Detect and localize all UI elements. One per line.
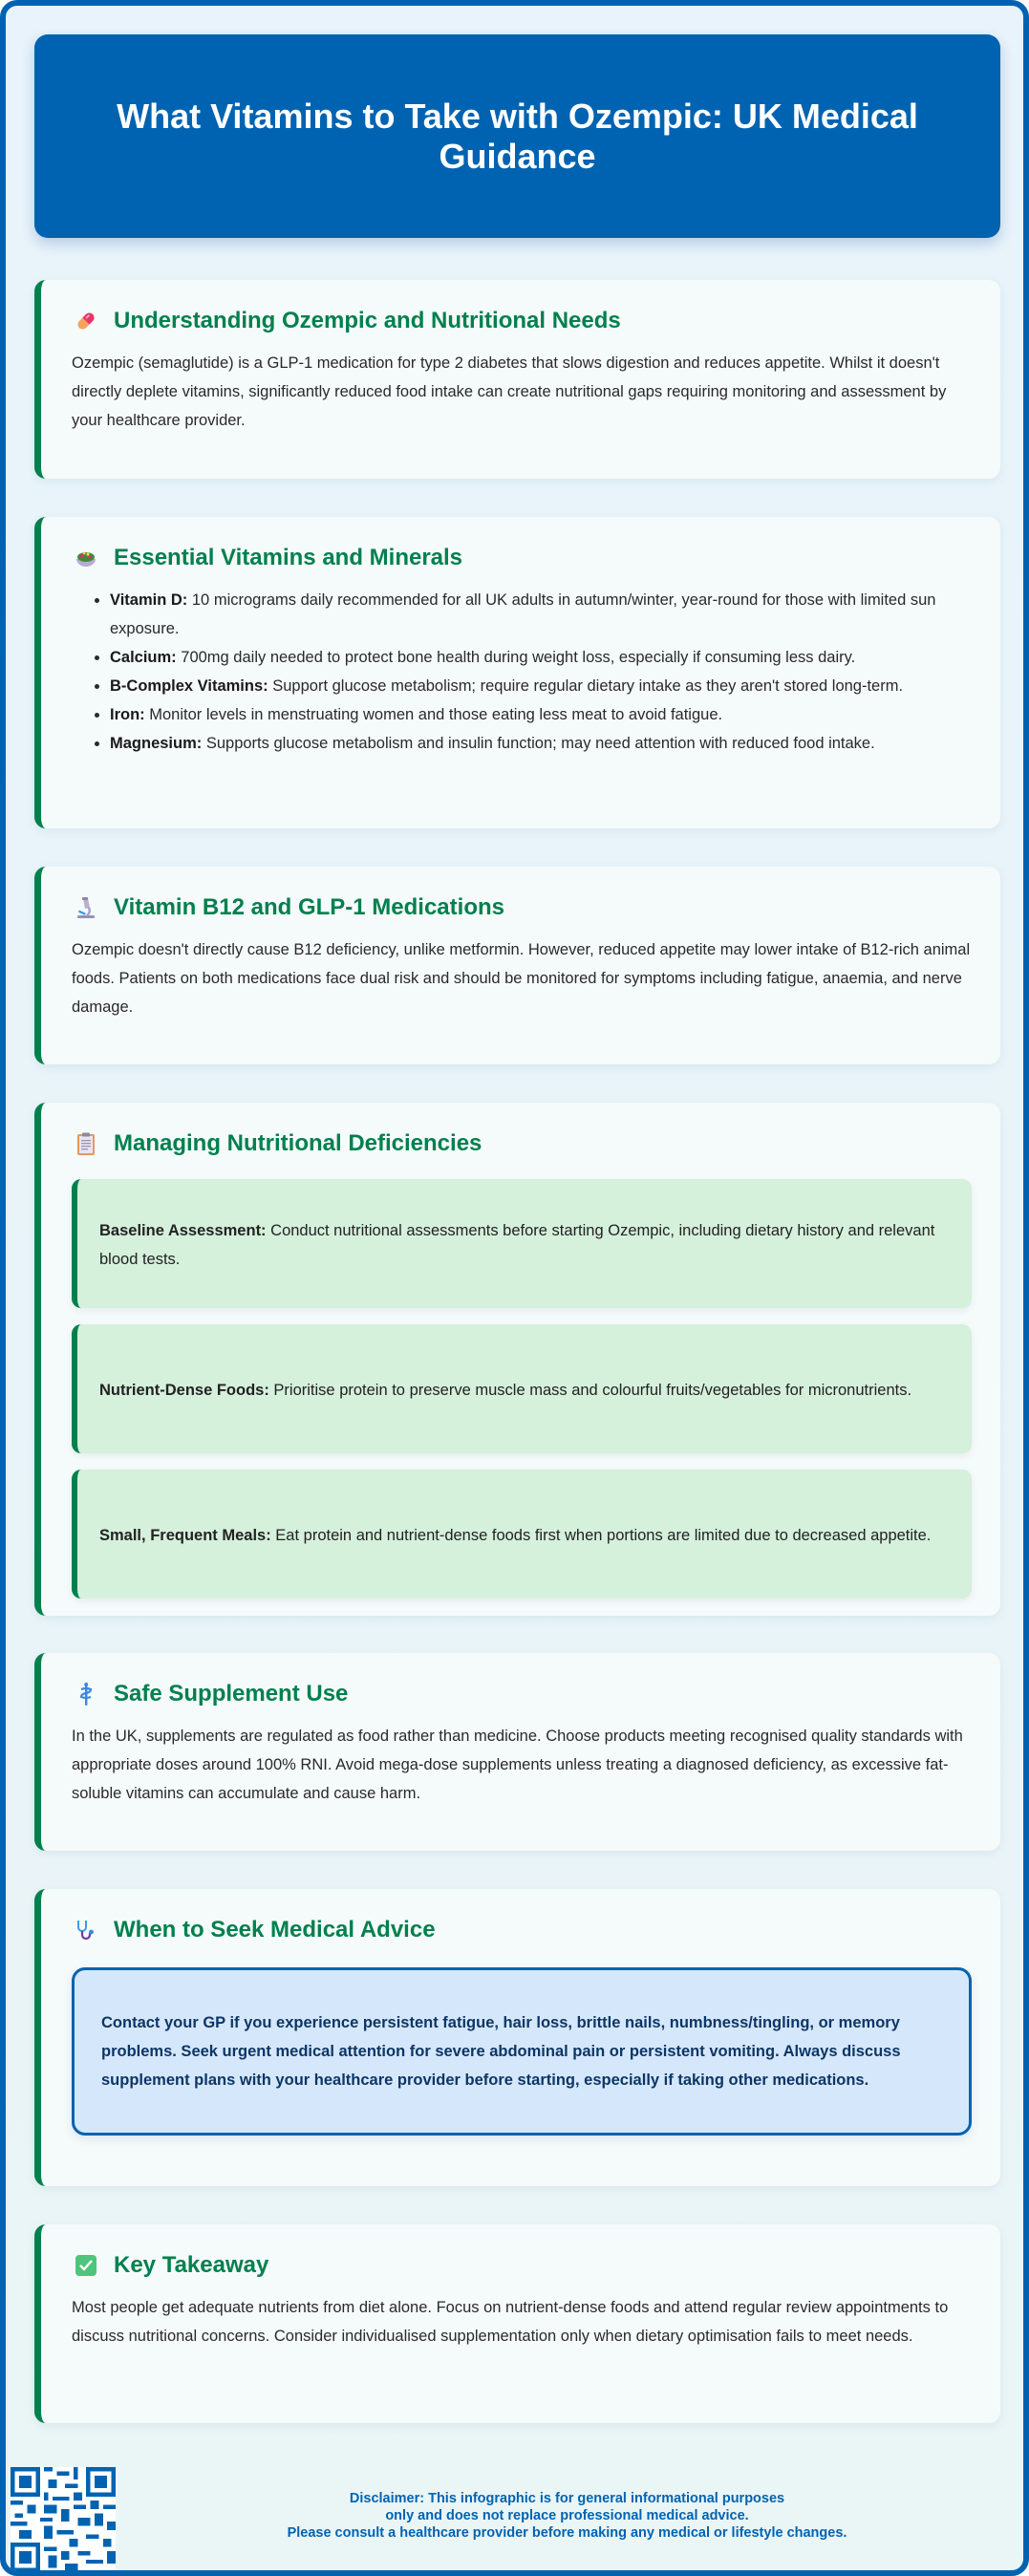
section-understanding <box>34 280 1000 479</box>
clipboard-icon <box>72 1129 100 1158</box>
section-title: When to Seek Medical Advice <box>114 1917 436 1943</box>
gp-alert-box <box>72 1967 972 2136</box>
disclaimer-label: Disclaimer: <box>349 2491 425 2506</box>
page-title: What Vitamins to Take with Ozempic: UK Medical Guidance <box>117 96 918 176</box>
list-item-magnesium <box>110 729 972 758</box>
strategy-label: Nutrient-Dense Foods: <box>99 1381 269 1399</box>
item-text: Supports glucose metabolism and insulin function; may need attention with reduced food intake. <box>202 735 875 752</box>
item-label: Vitamin D: <box>110 591 188 609</box>
strategy-label: Baseline Assessment: <box>99 1221 267 1239</box>
disclaimer-line-1: This infographic is for general informational purposes <box>424 2491 785 2506</box>
footer <box>6 2461 1023 2576</box>
stethoscope-icon <box>72 1916 100 1944</box>
item-label: B-Complex Vitamins: <box>110 677 268 695</box>
alert-text: Contact your GP if you experience persistent fatigue, hair loss, brittle nails, numbness/tingling, or memory problems. Seek urgent medical attention for severe abdominal pain or persistent vomiting. Always discuss supplement plans with your healthcare provider before starting, especially if taking other medications. <box>101 2014 901 2089</box>
list-item-vitamin-d <box>110 586 972 643</box>
section-body: Ozempic (semaglutide) is a GLP-1 medication for type 2 diabetes that slows digestion and reduces appetite. Whilst it doesn't directly deplete vitamins, significantly reduced food intake can create nutritional gaps requiring monitoring and assessment by your healthcare provider. <box>72 354 947 429</box>
item-label: Iron: <box>110 706 145 723</box>
pill-icon <box>72 307 100 335</box>
section-title: Key Takeaway <box>114 2252 269 2278</box>
section-key-takeaway <box>34 2224 1000 2423</box>
strategy-card-baseline <box>72 1179 972 1308</box>
strategy-text: Prioritise protein to preserve muscle mass and colourful fruits/vegetables for micronutrients. <box>268 1381 912 1399</box>
header-banner <box>34 34 1000 238</box>
list-item-b-complex <box>110 672 972 700</box>
qr-code[interactable] <box>11 2467 116 2572</box>
section-body: Most people get adequate nutrients from diet alone. Focus on nutrient-dense foods and attend regular review appointments to discuss nutritional concerns. Consider individualised supplementation only when dietary optimisation fails to meet needs. <box>72 2299 949 2345</box>
section-title: Safe Supplement Use <box>114 1681 349 1707</box>
item-text: Monitor levels in menstruating women and those eating less meat to avoid fatigue. <box>144 706 723 723</box>
item-text: 700mg daily needed to protect bone health during weight loss, especially if consuming less dairy. <box>176 649 856 666</box>
section-essential-vitamins <box>34 517 1000 828</box>
section-title: Essential Vitamins and Minerals <box>114 545 463 570</box>
section-title: Vitamin B12 and GLP-1 Medications <box>114 894 504 920</box>
item-text: 10 micrograms daily recommended for all UK adults in autumn/winter, year-round for those with limited sun exposure. <box>110 591 936 637</box>
medical-symbol-icon <box>72 1680 100 1708</box>
strategy-card-small-meals <box>72 1470 972 1599</box>
strategy-card-nutrient-dense <box>72 1324 972 1453</box>
vitamin-list <box>72 586 972 758</box>
strategy-text: Conduct nutritional assessments before starting Ozempic, including dietary history and relevant blood tests. <box>99 1221 935 1268</box>
disclaimer-line-3: Please consult a healthcare provider before making any medical or lifestyle changes. <box>287 2525 847 2541</box>
disclaimer <box>130 2490 1004 2542</box>
strategy-label: Small, Frequent Meals: <box>99 1526 271 1544</box>
list-item-iron <box>110 700 972 729</box>
section-body: In the UK, supplements are regulated as food rather than medicine. Choose products meeting recognised quality standards with appropriate doses around 100% RNI. Avoid mega-dose supplements unless treating a diagnosed deficiency, as excessive fat-soluble vitamins can accumulate and cause harm. <box>72 1728 963 1802</box>
section-body: Ozempic doesn't directly cause B12 deficiency, unlike metformin. However, reduced appetite may lower intake of B12-rich animal foods. Patients on both medications face dual risk and should be monitored for symptoms including fatigue, anaemia, and nerve damage. <box>72 941 971 1016</box>
list-item-calcium <box>110 643 972 672</box>
section-title: Managing Nutritional Deficiencies <box>114 1130 482 1156</box>
salad-icon <box>72 544 100 572</box>
section-vitamin-b12 <box>34 867 1000 1064</box>
section-medical-advice <box>34 1889 1000 2186</box>
check-mark-icon <box>72 2251 100 2280</box>
section-managing-deficiencies <box>34 1103 1000 1616</box>
disclaimer-line-2: only and does not replace professional medical advice. <box>385 2508 749 2523</box>
strategy-text: Eat protein and nutrient-dense foods first when portions are limited due to decreased appetite. <box>270 1526 932 1544</box>
section-title: Understanding Ozempic and Nutritional Needs <box>114 308 621 333</box>
section-safe-supplements <box>34 1653 1000 1851</box>
item-label: Calcium: <box>110 649 177 666</box>
item-text: Support glucose metabolism; require regular dietary intake as they aren't stored long-term. <box>268 677 904 695</box>
microscope-icon <box>72 893 100 922</box>
item-label: Magnesium: <box>110 735 203 752</box>
